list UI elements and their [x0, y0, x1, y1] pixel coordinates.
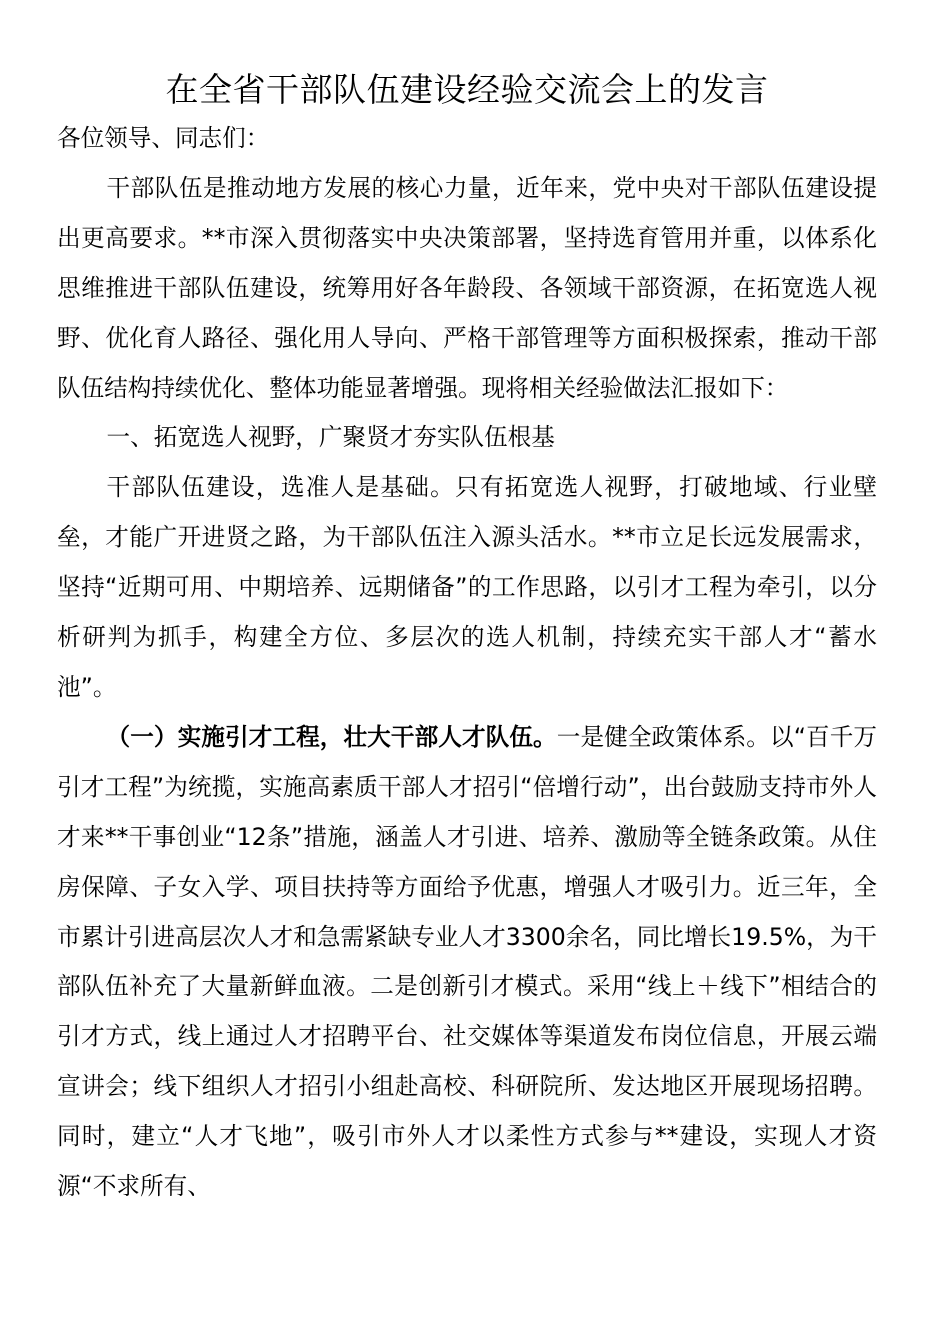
subsection-1-body: 一是健全政策体系。以“百千万引才工程”为统揽，实施高素质干部人才招引“倍增行动”，出台鼓励支持市外人才来**干事创业“12条”措施，涵盖人才引进、培养、激励等全链条政策。从住房保障、子女入学、项目扶持等方面给予优惠，增强人才吸引力。近三年，全市累计引进高层次人才和急需紧缺专业人才3300余名，同比增长19.5%，为干部队伍补充了大量新鲜血液。二是创新引才模式。采用“线上＋线下”相结合的引才方式，线上通过人才招聘平台、社交媒体等渠道发布岗位信息，开展云端宣讲会；线下组织人才招引小组赴高校、科研院所、发达地区开展现场招聘。同时，建立“人才飞地”，吸引市外人才以柔性方式参与**建设，实现人才资源“不求所有、	[57, 722, 877, 1201]
subsection-1-heading: （一）实施引才工程，壮大干部人才队伍。	[106, 722, 557, 751]
document-title: 在全省干部队伍建设经验交流会上的发言	[165, 70, 769, 109]
section-1-heading: 一、拓宽选人视野，广聚贤才夯实队伍根基	[106, 423, 555, 452]
salutation: 各位领导、同志们：	[57, 124, 270, 152]
intro-paragraph: 干部队伍是推动地方发展的核心力量，近年来，党中央对干部队伍建设提出更高要求。**市深入贯彻落实中央决策部署，坚持选育管用并重，以体系化思维推进干部队伍建设，统筹用好各年龄段、各领域干部资源，在拓宽选人视野、优化育人路径、强化用人导向、严格干部管理等方面积极探索，推动干部队伍结构持续优化、整体功能显著增强。现将相关经验做法汇报如下：	[57, 173, 877, 402]
subsection-1-paragraph	[57, 713, 877, 1212]
section-1-paragraph: 干部队伍建设，选准人是基础。只有拓宽选人视野，打破地域、行业壁垒，才能广开进贤之路，为干部队伍注入源头活水。**市立足长远发展需求，坚持“近期可用、中期培养、远期储备”的工作思路，以引才工程为牵引，以分析研判为抓手，构建全方位、多层次的选人机制，持续充实干部人才“蓄水池”。	[57, 473, 877, 701]
document-page	[57, 66, 877, 1212]
